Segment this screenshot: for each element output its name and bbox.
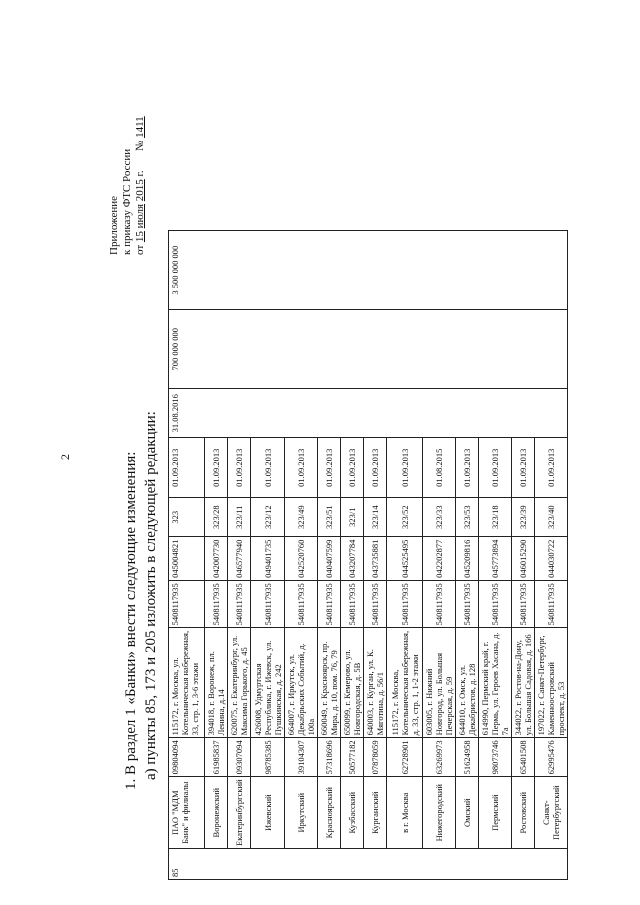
appendix-header [108,55,147,255]
bank-name-cell: Санкт-Петербургский [535,777,568,849]
appendix-order: к приказу ФТС России [121,148,133,255]
inn-cell: 5408117935 [479,581,512,628]
license-date-cell: 01.09.2013 [535,438,568,498]
appendix-date-line [134,55,147,255]
okpo-cell: 63269973 [423,738,456,777]
inn-cell: 5408117935 [251,581,285,628]
license-date-cell: 01.09.2013 [341,438,364,498]
okpo-cell: 09307094 [228,738,251,777]
license-date-cell: 01.09.2013 [512,438,535,498]
appendix-title: Приложение [108,195,120,255]
bank-name-cell: Ижевский [251,777,285,849]
bik-cell: 044525495 [387,537,423,581]
intro-line-2: а) пункты 85, 173 и 205 изложить в следующей редакции: [143,411,159,780]
reg-number-cell: 323/40 [535,498,568,537]
reg-number-cell: 323/18 [479,498,512,537]
bik-cell: 049401735 [251,537,285,581]
reg-number-cell: 323/49 [285,498,318,537]
address-cell: 640003, г. Курган, ул. К. Мяготина, д. 56/1 [364,628,387,738]
intro-line-1: 1. В раздел 1 «Банки» внести следующие изменения: [123,451,139,790]
license-date-cell: 01.09.2013 [169,438,205,498]
address-cell: 115172, г. Москва, ул. Котельническая набережная, 33, стр. 1, 3-6 этажи [169,628,205,738]
bik-cell: 042007730 [205,537,228,581]
address-cell: 426008, Удмуртская Республика, г. Ижевск, ул. Пушкинская, д. 242 [251,628,285,738]
date-month: июля [134,203,146,229]
inn-cell: 5408117935 [169,581,205,628]
order-number: 1411 [134,116,146,138]
bik-cell: 044030722 [535,537,568,581]
reg-number-cell: 323 [169,498,205,537]
license-date-cell: 01.09.2013 [251,438,285,498]
okpo-cell: 50577182 [341,738,364,777]
bik-cell: 043207784 [341,537,364,581]
bank-name-cell: Пермский [479,777,512,849]
license-date-cell: 01.09.2013 [456,438,479,498]
guarantee-date-cell: 31.08.2016 [169,389,568,438]
address-cell: 344022, г. Ростов-на-Дону, ул. Большая Садовая, д. 166 [512,628,535,738]
reg-number-cell: 323/11 [228,498,251,537]
bik-cell: 045209816 [456,537,479,581]
date-year: 2015 [134,179,146,202]
address-cell: 197022, г. Санкт-Петербург, Каменноостровский проспект, д. 53 [535,628,568,738]
reg-number-cell: 323/28 [205,498,228,537]
license-date-cell: 01.09.2013 [479,438,512,498]
okpo-cell: 39104307 [285,738,318,777]
license-date-cell: 01.09.2013 [364,438,387,498]
inn-cell: 5408117935 [423,581,456,628]
bik-cell: 045773894 [479,537,512,581]
reg-number-cell: 323/12 [251,498,285,537]
reg-number-cell: 323/39 [512,498,535,537]
okpo-cell: 98073746 [479,738,512,777]
inn-cell: 5408117935 [456,581,479,628]
reg-number-cell: 323/14 [364,498,387,537]
number-label: № [134,140,146,152]
license-date-cell: 01.09.2013 [387,438,423,498]
inn-cell: 5408117935 [535,581,568,628]
address-cell: 664007, г. Иркутск, ул. Декабрьских Событий, д. 100а [285,628,318,738]
bik-cell: 040407599 [318,537,341,581]
bik-cell: 046577940 [228,537,251,581]
reg-number-cell: 323/33 [423,498,456,537]
inn-cell: 5408117935 [285,581,318,628]
license-date-cell: 01.09.2013 [318,438,341,498]
date-day: 15 [134,231,146,243]
bik-cell: 046015290 [512,537,535,581]
okpo-cell: 61985837 [205,738,228,777]
license-date-cell: 01.09.2013 [285,438,318,498]
bank-name-cell: Кузбасский [341,777,364,849]
inn-cell: 5408117935 [512,581,535,628]
bank-name-cell: Екатеринбургский [228,777,251,849]
page-number: 2 [58,454,72,460]
amount-2-cell: 3 500 000 000 [169,231,568,310]
address-cell: 394018, г. Воронеж, пл. Ленина, д.14 [205,628,228,738]
bik-cell: 043735881 [364,537,387,581]
license-date-cell: 01.09.2013 [228,438,251,498]
date-year-suffix: г. [134,170,146,177]
row-number: 85 [169,849,568,880]
bank-name-cell: Воронежский [205,777,228,849]
license-date-cell: 01.08.2015 [423,438,456,498]
okpo-cell: 09804094 [169,738,205,777]
okpo-cell: 65401508 [512,738,535,777]
okpo-cell: 51624958 [456,738,479,777]
address-cell: 115172, г. Москва, Котельническая набережная, д. 33, стр. 1, 1-2 этажи [387,628,423,738]
inn-cell: 5408117935 [228,581,251,628]
reg-number-cell: 323/53 [456,498,479,537]
address-cell: 644010, г. Омск, ул. Декабристов, д. 128 [456,628,479,738]
okpo-cell: 98785385 [251,738,285,777]
license-date-cell: 01.09.2013 [205,438,228,498]
reg-number-cell: 323/1 [341,498,364,537]
address-cell: 660049, г. Красноярск, пр. Мира, д. 10, пом. 76, 79 [318,628,341,738]
inn-cell: 5408117935 [387,581,423,628]
okpo-cell: 62728901 [387,738,423,777]
address-cell: 614990, Пермский край, г. Пермь, ул. Героев Хасана, д. 7а [479,628,512,738]
okpo-cell: 57318696 [318,738,341,777]
bank-name-cell: Курганский [364,777,387,849]
bank-name-cell: ПАО "МДМ Банк" и филиалы [169,777,205,849]
okpo-cell: 07878059 [364,738,387,777]
table-row [169,231,205,880]
banks-table [168,230,568,880]
amount-1-cell: 700 000 000 [169,310,568,389]
bank-name-cell: Нижегородский [423,777,456,849]
bik-cell: 042520760 [285,537,318,581]
address-cell: 620075, г. Екатеринбург, ул. Максима Горького, д. 45 [228,628,251,738]
bik-cell: 042202877 [423,537,456,581]
address-cell: 603005, г. Нижний Новгород, ул. Большая Печерская, д. 59 [423,628,456,738]
reg-number-cell: 323/51 [318,498,341,537]
bank-name-cell: Омский [456,777,479,849]
inn-cell: 5408117935 [318,581,341,628]
inn-cell: 5408117935 [205,581,228,628]
bank-name-cell: Иркутский [285,777,318,849]
okpo-cell: 62995476 [535,738,568,777]
address-cell: 650099, г. Кемерово, ул. Новгородская, д. 5В [341,628,364,738]
bank-name-cell: Красноярский [318,777,341,849]
reg-number-cell: 323/52 [387,498,423,537]
bik-cell: 045004821 [169,537,205,581]
bank-name-cell: Ростовский [512,777,535,849]
date-prefix: от [134,244,146,255]
inn-cell: 5408117935 [364,581,387,628]
inn-cell: 5408117935 [341,581,364,628]
bank-name-cell: в г. Москва [387,777,423,849]
